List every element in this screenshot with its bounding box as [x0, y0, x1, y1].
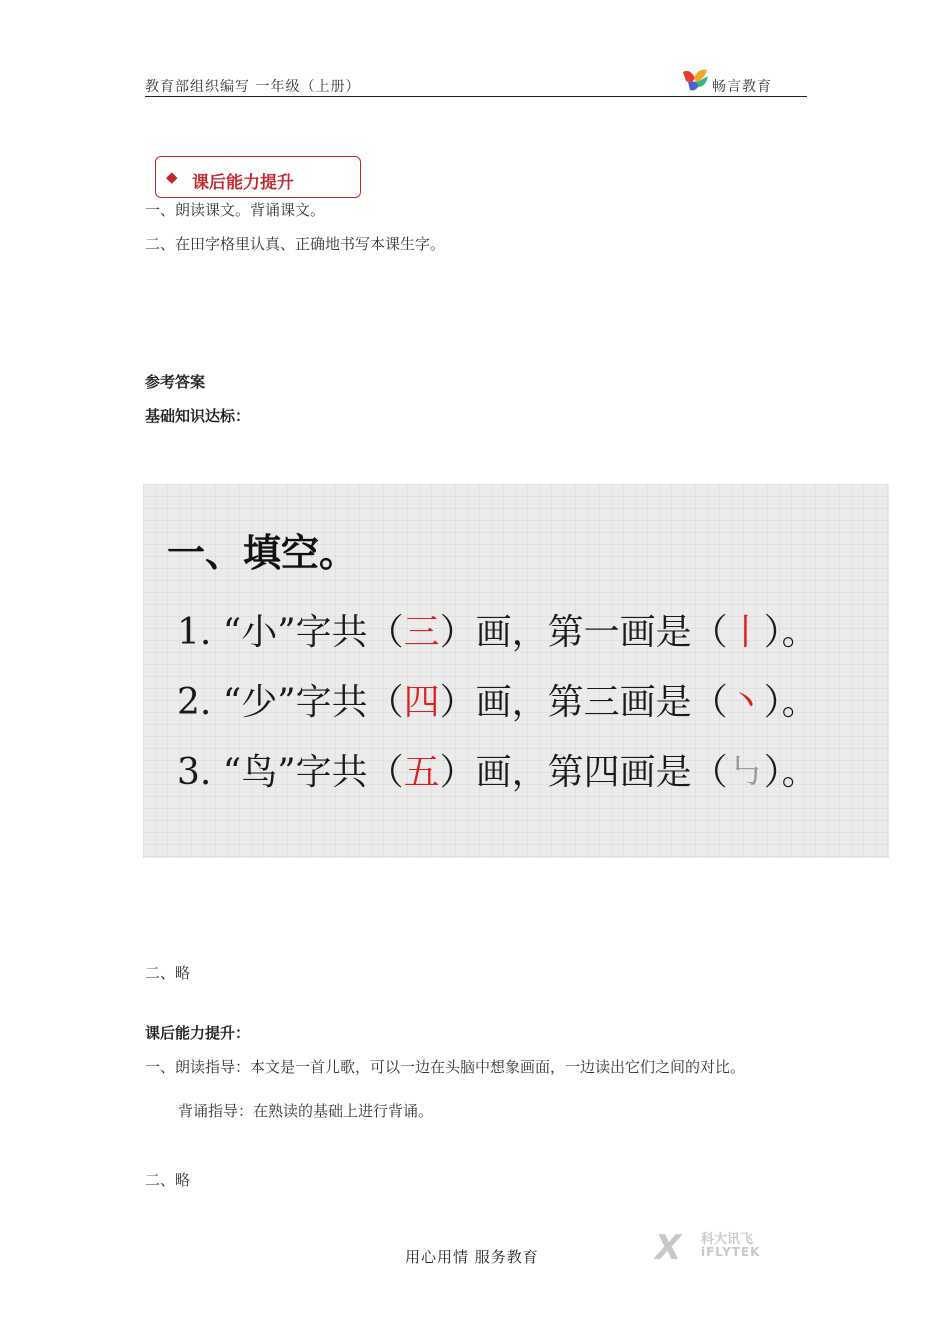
- q1-prefix: 1. “小”字共（: [177, 612, 404, 653]
- section-box: [155, 156, 361, 198]
- intro-line-1: 一、朗读课文。背诵课文。: [145, 201, 326, 219]
- iflytek-logo: [655, 1228, 775, 1268]
- section-box-label: 课后能力提升: [192, 173, 294, 193]
- q2-stroke: 丶: [727, 682, 764, 723]
- q3-prefix: 3. “鸟”字共（: [177, 752, 404, 793]
- changyan-logo-icon: [680, 66, 710, 94]
- board-title: 一、填空。: [167, 531, 358, 575]
- iflytek-logo-cn: 科大讯飞: [701, 1232, 754, 1247]
- footer-slogan: 用心用情 服务教育: [405, 1248, 539, 1266]
- q1-middle: ）画，第一画是（: [439, 612, 728, 653]
- q3-count: 五: [403, 752, 440, 793]
- q3-suffix: ）。: [763, 752, 818, 793]
- part2b-answer: 二、略: [145, 1171, 191, 1189]
- header-brand: 畅言教育: [712, 79, 772, 95]
- iflytek-logo-en: iFLYTEK: [701, 1245, 761, 1259]
- recite-guide: 背诵指导：在熟读的基础上进行背诵。: [178, 1102, 434, 1120]
- q3-stroke: ㇉: [727, 752, 764, 793]
- q3-middle: ）画，第四画是（: [439, 752, 728, 793]
- diamond-icon: ◆: [166, 168, 178, 186]
- q2-suffix: ）。: [763, 682, 818, 723]
- q2-middle: ）画，第三画是（: [439, 682, 728, 723]
- header-divider: [145, 96, 807, 97]
- answers-heading: 参考答案: [145, 373, 206, 391]
- q2-prefix: 2. “少”字共（: [177, 682, 404, 723]
- answer-board: [143, 484, 889, 858]
- iflytek-x-icon: X: [655, 1228, 682, 1268]
- question-1: [177, 604, 818, 655]
- question-3: [177, 744, 818, 795]
- intro-line-2: 二、在田字格里认真、正确地书写本课生字。: [145, 235, 446, 253]
- part2-answer: 二、略: [145, 964, 191, 982]
- q1-count: 三: [403, 612, 440, 653]
- q1-suffix: ）。: [763, 612, 818, 653]
- after-class-heading: 课后能力提升：: [145, 1024, 251, 1042]
- reading-guide: 一、朗读指导：本文是一首儿歌，可以一边在头脑中想象画面，一边读出它们之间的对比。: [145, 1058, 746, 1076]
- q2-count: 四: [403, 682, 440, 723]
- q1-stroke: 丨: [727, 612, 764, 653]
- basic-heading: 基础知识达标：: [145, 407, 251, 425]
- header-title: 教育部组织编写 一年级（上册）: [145, 79, 361, 95]
- question-2: [177, 674, 818, 725]
